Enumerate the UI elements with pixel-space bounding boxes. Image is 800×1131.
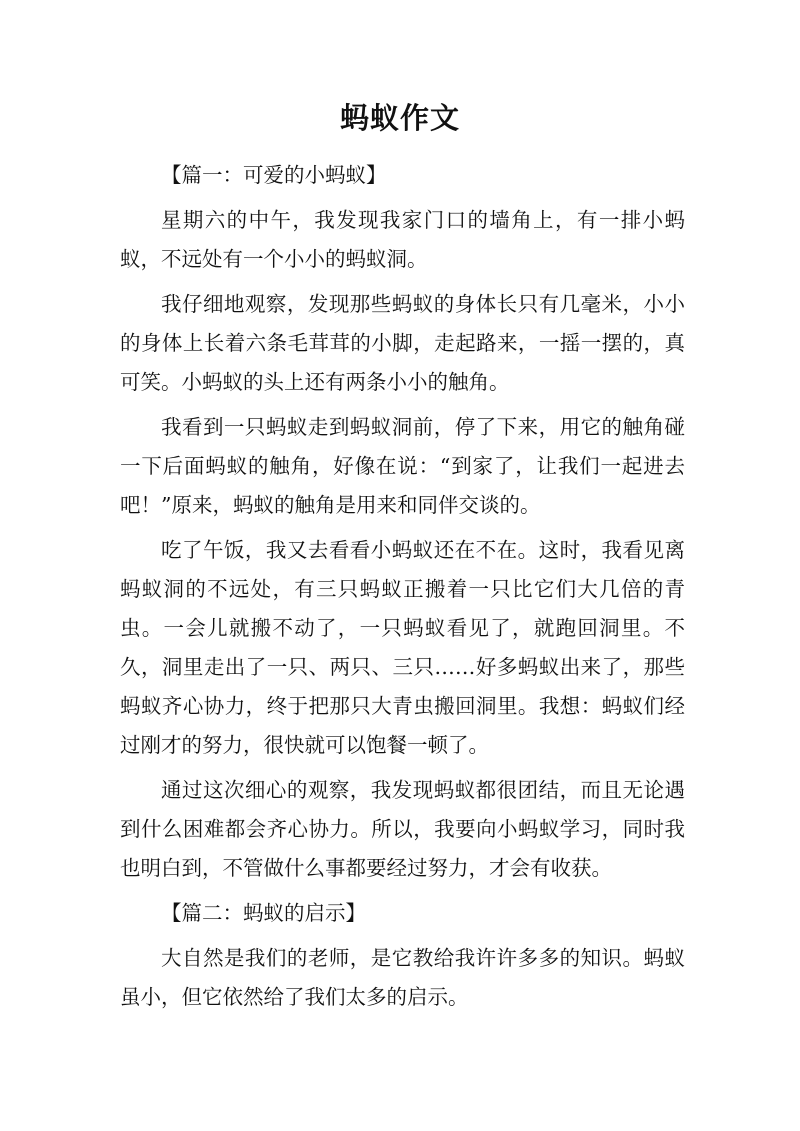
paragraph: 通过这次细心的观察，我发现蚂蚁都很团结，而且无论遇到什么困难都会齐心协力。所以，我要向小蚂蚁学习，同时我也明白到，不管做什么事都要经过努力，才会有收获。 [120, 778, 685, 880]
paragraph: 我仔细地观察，发现那些蚂蚁的身体长只有几毫米，小小的身体上长着六条毛茸茸的小脚，走起路来，一摇一摆的，真可笑。小蚂蚁的头上还有两条小小的触角。 [120, 292, 685, 394]
document-body [120, 156, 685, 1023]
paragraph: 吃了午饭，我又去看看小蚂蚁还在不在。这时，我看见离蚂蚁洞的不远处，有三只蚂蚁正搬着一只比它们大几倍的青虫。一会儿就搬不动了，一只蚂蚁看见了，就跑回洞里。不久，洞里走出了一只、两只、三只……好多蚂蚁出来了，那些蚂蚁齐心协力，终于把那只大青虫搬回洞里。我想：蚂蚁们经过刚才的努力，很快就可以饱餐一顿了。 [120, 538, 685, 757]
paragraph: 我看到一只蚂蚁走到蚂蚁洞前，停了下来，用它的触角碰一下后面蚂蚁的触角，好像在说：“到家了，让我们一起进去吧！”原来，蚂蚁的触角是用来和同伴交谈的。 [120, 415, 685, 517]
paragraph: 大自然是我们的老师，是它教给我许许多多的知识。蚂蚁虽小，但它依然给了我们太多的启示。 [120, 946, 685, 1009]
paragraph: 星期六的中午，我发现我家门口的墙角上，有一排小蚂蚁，不远处有一个小小的蚂蚁洞。 [120, 208, 685, 271]
section-heading-1: 【篇一：可爱的小蚂蚁】 [161, 163, 387, 187]
section-heading-2: 【篇二：蚂蚁的启示】 [161, 901, 366, 925]
page-title: 蚂蚁作文 [339, 101, 460, 135]
